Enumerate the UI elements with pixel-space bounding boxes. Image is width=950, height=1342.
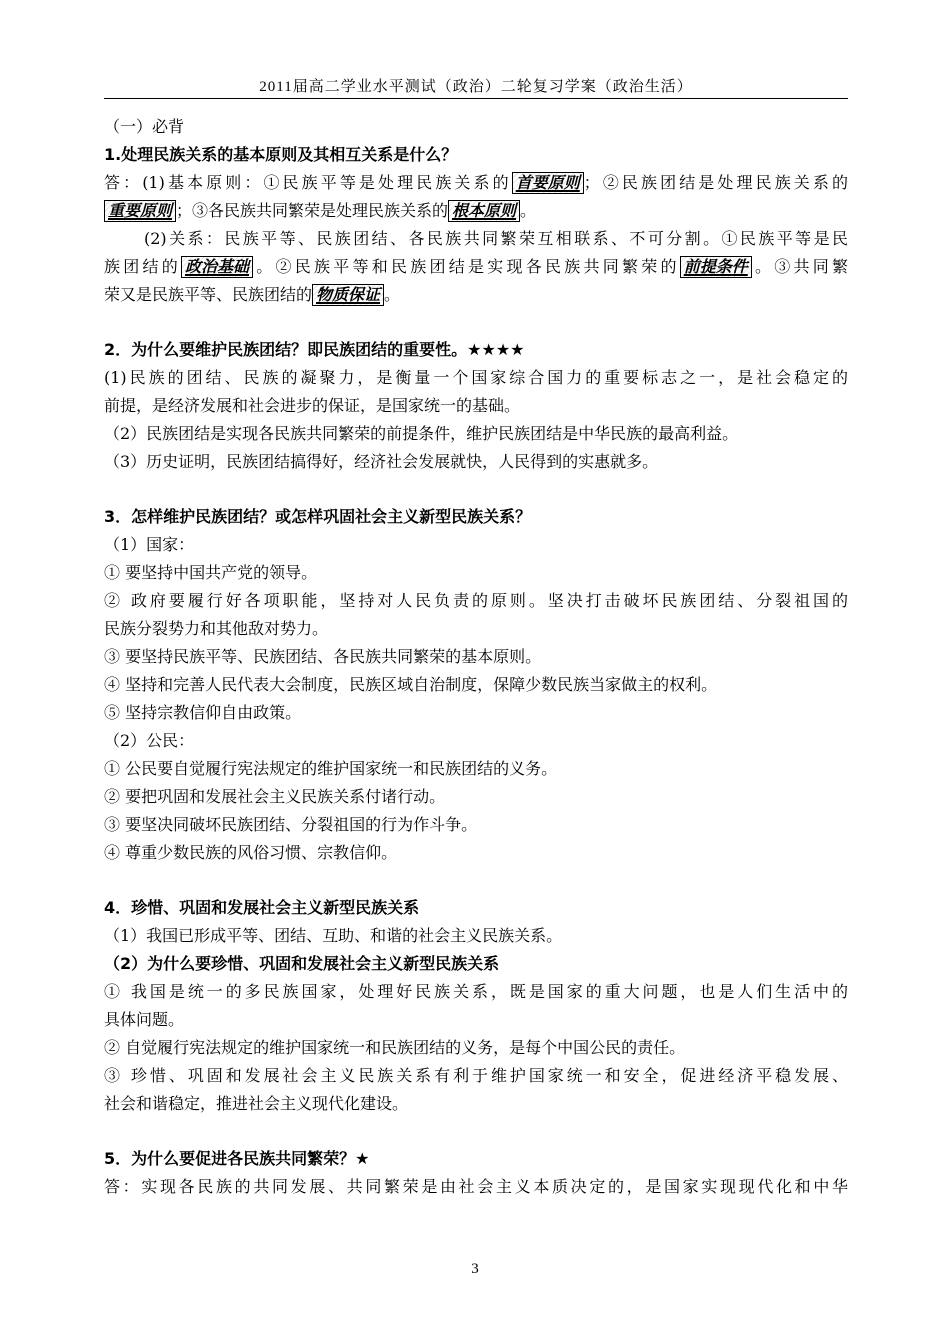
q3-line: （1）国家： bbox=[104, 535, 195, 554]
q5-line: 答：实现各民族的共同发展、共同繁荣是由社会主义本质决定的，是国家实现现代化和中华 bbox=[104, 1177, 848, 1196]
page-header: 2011届高二学业水平测试（政治）二轮复习学案（政治生活） bbox=[259, 79, 693, 95]
section-label: （一）必背 bbox=[104, 117, 185, 136]
q3-line: ③ 要坚决同破坏民族团结、分裂祖国的行为作斗争。 bbox=[104, 815, 478, 834]
q1-relation-line-3 bbox=[104, 281, 848, 309]
question-3-title: 3．怎样维护民族团结？或怎样巩固社会主义新型民族关系？ bbox=[104, 507, 532, 526]
q3-line: ④ 尊重少数民族的风俗习惯、宗教信仰。 bbox=[104, 843, 398, 862]
q4-line: （1）我国已形成平等、团结、互助、和谐的社会主义民族关系。 bbox=[104, 926, 563, 945]
q3-line: ① 要坚持中国共产党的领导。 bbox=[104, 563, 318, 582]
q1-answer-line-1 bbox=[104, 169, 848, 197]
q1-text: ；③各民族共同繁荣是处理民族关系的 bbox=[176, 201, 449, 220]
q2-line: （2）民族团结是实现各民族共同繁荣的前提条件，维护民族团结是中华民族的最高利益。 bbox=[104, 424, 739, 443]
q2-line: （3）历史证明，民族团结搞得好，经济社会发展就快，人民得到的实惠就多。 bbox=[104, 452, 659, 471]
keyword-box: 政治基础 bbox=[181, 256, 253, 278]
spacer bbox=[104, 476, 848, 503]
q3-line: ② 要把巩固和发展社会主义民族关系付诸行动。 bbox=[104, 787, 446, 806]
q3-line: （2）公民： bbox=[104, 731, 195, 750]
q1-answer-line-2 bbox=[104, 197, 848, 225]
question-4-title: 4．珍惜、巩固和发展社会主义新型民族关系 bbox=[104, 898, 420, 917]
q1-text: 答：(1)基本原则：①民族平等是处理民族关系的 bbox=[104, 173, 512, 192]
keyword-box: 重要原则 bbox=[104, 200, 176, 222]
q3-line: ③ 要坚持民族平等、民族团结、各民族共同繁荣的基本原则。 bbox=[104, 647, 542, 666]
q3-line: ⑤ 坚持宗教信仰自由政策。 bbox=[104, 703, 302, 722]
spacer bbox=[104, 309, 848, 336]
keyword-box: 物质保证 bbox=[312, 284, 384, 306]
q4-subtitle: （2）为什么要珍惜、巩固和发展社会主义新型民族关系 bbox=[104, 954, 500, 973]
q1-text: 荣又是民族平等、民族团结的 bbox=[104, 285, 313, 304]
q4-line: 社会和谐稳定，推进社会主义现代化建设。 bbox=[104, 1094, 409, 1113]
q1-relation-line-1: (2)关系：民族平等、民族团结、各民族共同繁荣互相联系、不可分割。①民族平等是民 bbox=[144, 229, 848, 248]
q4-line: ③ 珍惜、巩固和发展社会主义民族关系有利于维护国家统一和安全，促进经济平稳发展、 bbox=[104, 1066, 848, 1085]
q2-line: 前提，是经济发展和社会进步的保证，是国家统一的基础。 bbox=[104, 396, 521, 415]
spacer bbox=[104, 867, 848, 894]
question-5-title: 5．为什么要促进各民族共同繁荣？★ bbox=[104, 1149, 370, 1168]
q4-line: ① 我国是统一的多民族国家，处理好民族关系，既是国家的重大问题，也是人们生活中的 bbox=[104, 982, 848, 1001]
q3-line: 民族分裂势力和其他敌对势力。 bbox=[104, 619, 329, 638]
page-number: 3 bbox=[471, 1261, 479, 1277]
q1-text: 。③共同繁 bbox=[751, 257, 848, 276]
q1-relation-line-2 bbox=[104, 253, 848, 281]
spacer bbox=[104, 1118, 848, 1145]
question-2-title: 2．为什么要维护民族团结？即民族团结的重要性。★★★★ bbox=[104, 340, 525, 359]
q3-line: ① 公民要自觉履行宪法规定的维护国家统一和民族团结的义务。 bbox=[104, 759, 558, 778]
q1-text: ；②民族团结是处理民族关系的 bbox=[583, 173, 848, 192]
q3-line: ④ 坚持和完善人民代表大会制度，民族区域自治制度，保障少数民族当家做主的权利。 bbox=[104, 675, 718, 694]
keyword-box: 首要原则 bbox=[512, 172, 584, 194]
question-1-title: 1.处理民族关系的基本原则及其相互关系是什么？ bbox=[104, 145, 458, 164]
q1-text: 族团结的 bbox=[104, 257, 181, 276]
keyword-box: 根本原则 bbox=[448, 200, 520, 222]
q1-text: 。 bbox=[384, 285, 401, 304]
header-rule bbox=[104, 98, 848, 99]
page-content bbox=[104, 113, 848, 1201]
q1-text: 。 bbox=[520, 201, 537, 220]
q4-line: ② 自觉履行宪法规定的维护国家统一和民族团结的义务，是每个中国公民的责任。 bbox=[104, 1038, 686, 1057]
q3-line: ② 政府要履行好各项职能，坚持对人民负责的原则。坚决打击破坏民族团结、分裂祖国的 bbox=[104, 591, 848, 610]
q2-line: (1)民族的团结、民族的凝聚力，是衡量一个国家综合国力的重要标志之一，是社会稳定的 bbox=[104, 368, 848, 387]
q1-text: 。②民族平等和民族团结是实现各民族共同繁荣的 bbox=[253, 257, 680, 276]
keyword-box: 前提条件 bbox=[680, 256, 752, 278]
q4-line: 具体问题。 bbox=[104, 1010, 185, 1029]
